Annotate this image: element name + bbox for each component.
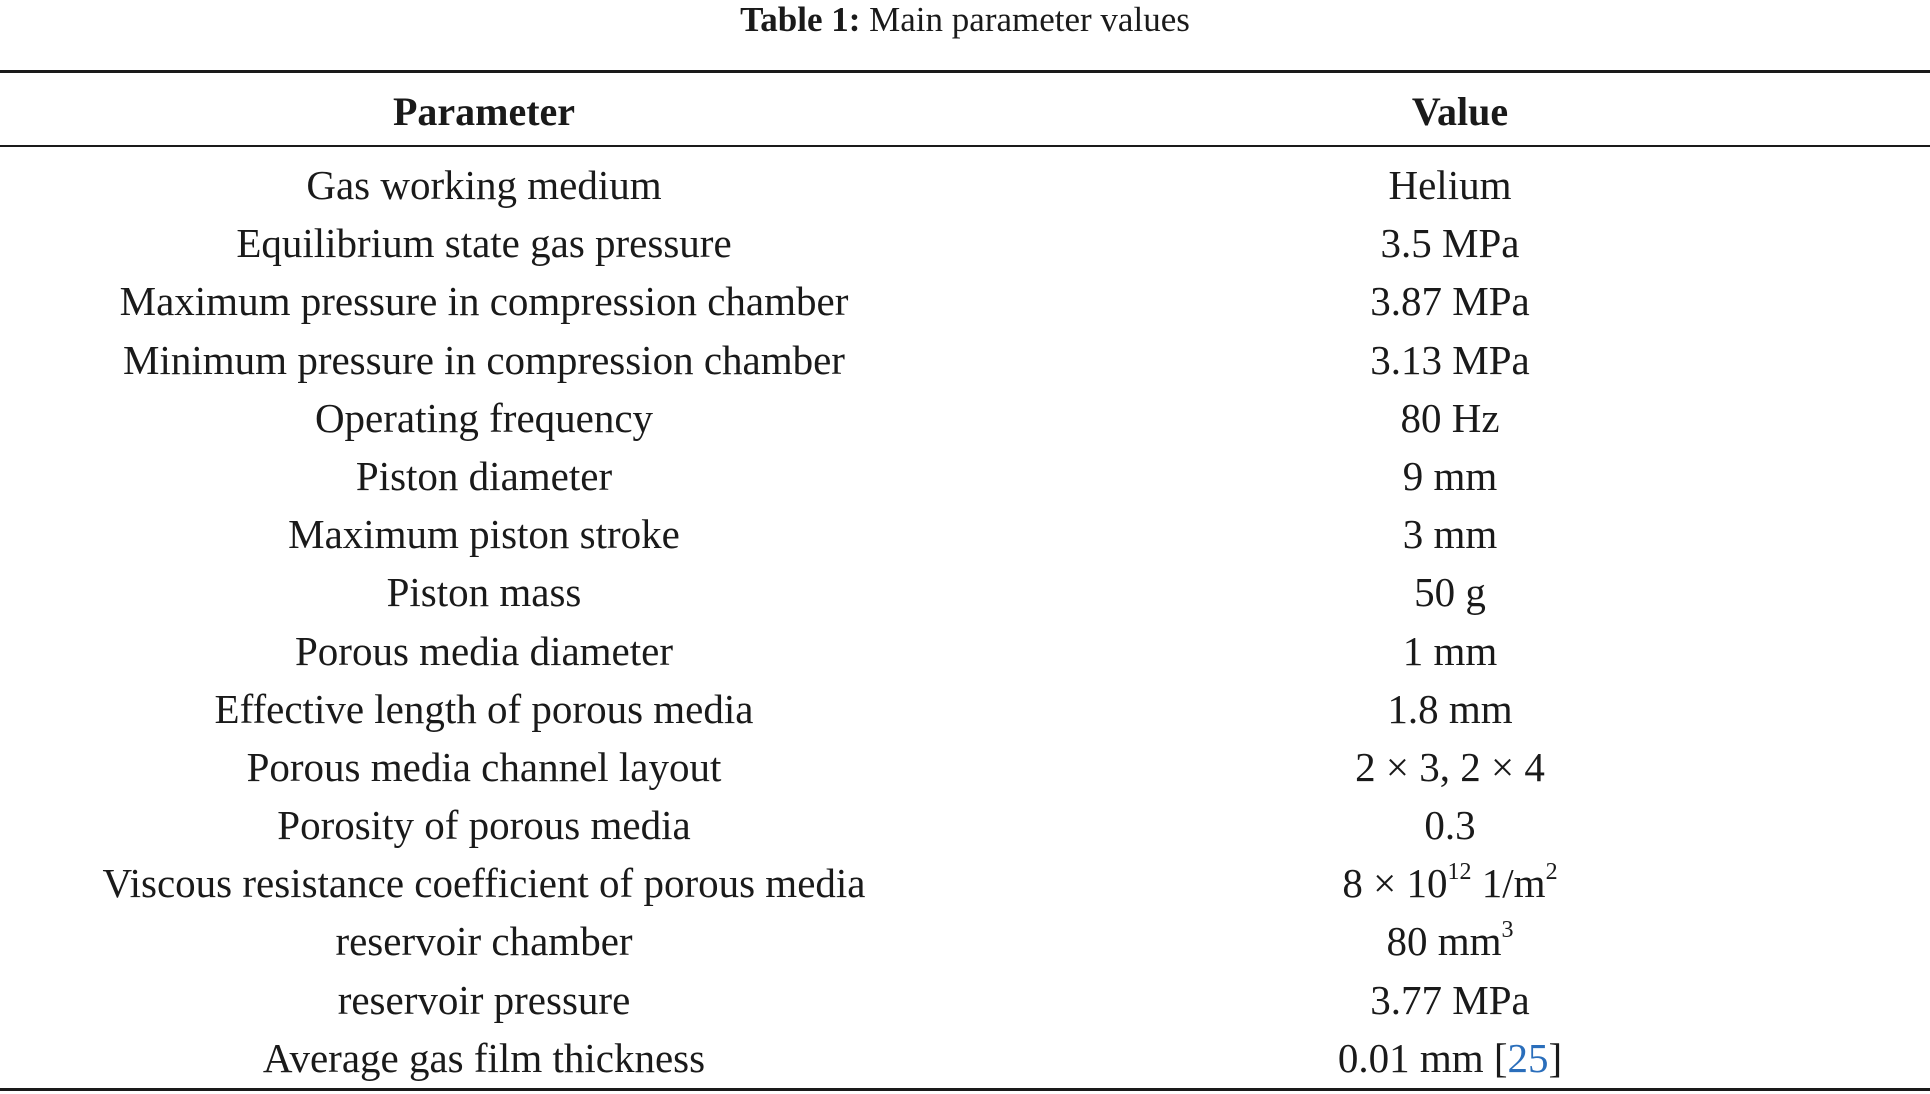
- row-parameter: Porosity of porous media: [277, 802, 691, 849]
- row-parameter: Gas working medium: [306, 162, 662, 208]
- caption-label: Table 1:: [740, 0, 861, 39]
- table-row: [0, 738, 1930, 796]
- header-rule: [0, 145, 1930, 147]
- row-parameter: Maximum pressure in compression chamber: [119, 278, 849, 325]
- value-base: 80 mm: [1386, 918, 1502, 965]
- value-exponent: 3: [1501, 917, 1514, 944]
- table-row: [0, 680, 1930, 738]
- table-row: [0, 331, 1930, 389]
- row-value: 1.8 mm: [1387, 685, 1513, 732]
- row-parameter: Operating frequency: [314, 394, 654, 441]
- table-row: [0, 796, 1930, 854]
- row-value: 3.5 MPa: [1380, 220, 1520, 267]
- row-parameter: Equilibrium state gas pressure: [236, 220, 732, 267]
- row-value: [1230, 1029, 1670, 1087]
- table-row: [0, 854, 1930, 912]
- table-row: [0, 1029, 1930, 1087]
- value-unit-exponent: 2: [1545, 859, 1558, 886]
- row-parameter: Viscous resistance coefficient of porous media: [102, 860, 866, 907]
- table-row: [0, 563, 1930, 621]
- value-base: 0.01 mm [: [1337, 1034, 1508, 1081]
- row-value: 3.87 MPa: [1370, 278, 1530, 325]
- value-close-bracket: ]: [1548, 1034, 1563, 1081]
- value-exponent: 12: [1447, 859, 1472, 886]
- table-row: [0, 214, 1930, 272]
- table-row: [0, 156, 1930, 214]
- row-value: 80 Hz: [1400, 394, 1500, 441]
- table-row: [0, 389, 1930, 447]
- row-parameter: Porous media channel layout: [246, 743, 722, 790]
- row-parameter: Effective length of porous media: [214, 685, 754, 732]
- row-value: Helium: [1388, 162, 1512, 208]
- row-value: [1230, 854, 1670, 912]
- row-value: 50 g: [1414, 569, 1486, 616]
- value-base: 8 × 10: [1342, 860, 1448, 907]
- header-value: Value: [1411, 89, 1509, 134]
- top-rule: [0, 70, 1930, 73]
- table-body: [0, 156, 1930, 1087]
- row-parameter: Piston mass: [386, 569, 582, 616]
- caption-text: Main parameter values: [860, 0, 1190, 39]
- reference-link[interactable]: 25: [1507, 1034, 1549, 1081]
- row-value: 3.77 MPa: [1370, 976, 1530, 1023]
- table-row: [0, 912, 1930, 970]
- row-parameter: reservoir chamber: [335, 918, 633, 965]
- row-value: [1230, 912, 1670, 970]
- row-parameter: Average gas film thickness: [262, 1034, 706, 1081]
- row-value: 0.3: [1424, 802, 1476, 849]
- row-value: 1 mm: [1402, 627, 1498, 674]
- header-parameter: Parameter: [392, 89, 576, 134]
- row-value: 2 × 3, 2 × 4: [1355, 743, 1545, 790]
- row-parameter: Piston diameter: [355, 452, 613, 499]
- row-parameter: Porous media diameter: [294, 627, 673, 674]
- row-parameter: Maximum piston stroke: [288, 511, 680, 558]
- table-caption: [0, 0, 1930, 40]
- table-row: [0, 971, 1930, 1029]
- table-row: [0, 447, 1930, 505]
- row-parameter: Minimum pressure in compression chamber: [123, 336, 845, 383]
- table-row: [0, 622, 1930, 680]
- table-row: [0, 272, 1930, 330]
- row-value: 3 mm: [1402, 511, 1498, 558]
- row-value: 9 mm: [1402, 452, 1498, 499]
- row-value: 3.13 MPa: [1370, 336, 1530, 383]
- table-row: [0, 505, 1930, 563]
- table-header: [0, 82, 1930, 142]
- row-parameter: reservoir pressure: [337, 976, 631, 1023]
- value-unit: 1/m: [1471, 860, 1546, 907]
- bottom-rule: [0, 1088, 1930, 1091]
